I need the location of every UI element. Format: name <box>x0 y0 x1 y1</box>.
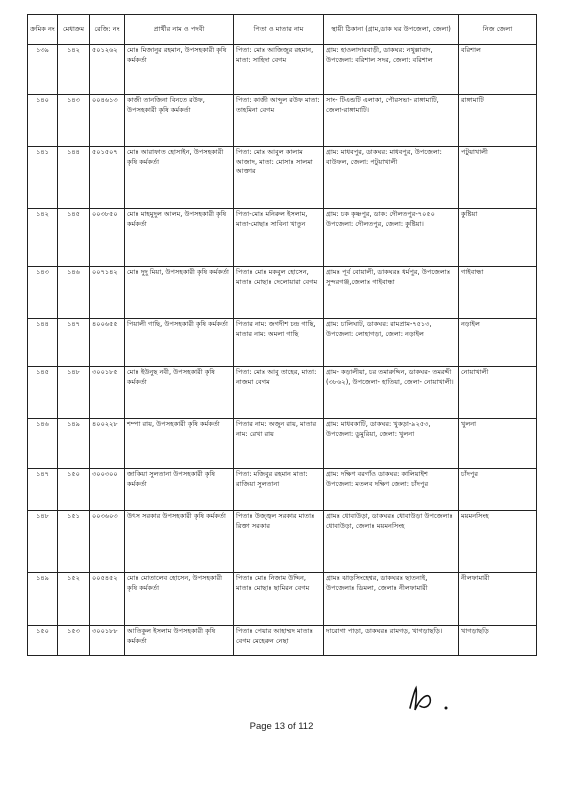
cell-name: আতিকুল ইসলাম উপসহকারী কৃষি কর্মকর্তা <box>125 626 234 656</box>
table-row <box>28 147 537 209</box>
cell-parents: পিতা-মোঃ মনিরুল ইসলাম, মাতা-মোছাঃ সাবিনা খাতুন <box>234 209 324 267</box>
cell-serial: ১৪৩ <box>28 267 58 319</box>
header-serial: ক্রমিক নং <box>28 15 58 45</box>
cell-merit: ১৫০ <box>58 469 90 511</box>
cell-parents: পিতা: মোঃ আবু তাহের, মাতা: নাজমা বেগম <box>234 367 324 419</box>
cell-merit: ১৪৫ <box>58 209 90 267</box>
cell-parents: পিতা: মোঃ আবুল কালাম আজাদ, মাতা: মোসাঃ সালমা আক্তার <box>234 147 324 209</box>
cell-parents: পিতা: মজিবুর রহমান মাতা: রাজিয়া সুলতানা <box>234 469 324 511</box>
table-row <box>28 95 537 147</box>
cell-reg: ৩০০৩০০ <box>90 469 125 511</box>
cell-parents: পিতাঃ মোঃ মকবুল হোসেন, মাতাঃ মোছাঃ দেলোয়ারা বেগম <box>234 267 324 319</box>
cell-reg: ০০৫৪৫২ <box>90 573 125 626</box>
cell-name: মোঃ মিজানুর রহমান, উপসহকারী কৃষি কর্মকর্তা <box>125 45 234 95</box>
cell-address: গ্রামঃ ঝাড়সিংহেশ্বর, ডাকঘরঃ ছাতনাই, উপজেলাঃ ডিমলা, জেলাঃ নীলফামারী <box>324 573 459 626</box>
cell-reg: ৪০০২২৮ <box>90 419 125 469</box>
page-number: Page 13 of 112 <box>249 721 314 732</box>
cell-name: মোঃ আরাফাত হোসাইন, উপসহকারী কৃষি কর্মকর্তা <box>125 147 234 209</box>
cell-name: মোঃ ইউনুছ নবী, উপসহকারী কৃষি কর্মকর্তা <box>125 367 234 419</box>
table-row <box>28 469 537 511</box>
cell-address: সাং- টিএন্ডটি এলাকা, পৌরসভা- রাঙ্গামাটি, জেলা-রাঙ্গামাটি। <box>324 95 459 147</box>
cell-reg: ৫০১৫০৭ <box>90 147 125 209</box>
cell-address: গ্রাম: দক্ষিণ বরগাঁও ডাকঘর: কালিয়াইশ উপজেলা: মতলব দক্ষিণ জেলা: চাঁদপুর <box>324 469 459 511</box>
header-address: স্থায়ী ঠিকানা (গ্রাম,ডাক ঘর উপজেলা, জেলা) <box>324 15 459 45</box>
header-district: নিজ জেলা <box>459 15 537 45</box>
cell-reg: ৪০০৬৫৫ <box>90 319 125 367</box>
cell-merit: ১৫৩ <box>58 626 90 656</box>
cell-merit: ১৪৬ <box>58 267 90 319</box>
cell-name: কাজী তানজিনা বিনতে রউফ, উপসহকারী কৃষি কর্মকর্তা <box>125 95 234 147</box>
cell-address: গ্রাম: মাধবপুর, ডাকঘর: মাধবপুর, উপজেলা: বাউফল, জেলা: পটুয়াখালী <box>324 147 459 209</box>
cell-merit: ১৪৩ <box>58 95 90 147</box>
cell-district: পটুয়াখালী <box>459 147 537 209</box>
cell-district: বরিশাল <box>459 45 537 95</box>
cell-merit: ১৪৪ <box>58 147 90 209</box>
cell-serial: ১৪৯ <box>28 573 58 626</box>
cell-parents: পিতার নাম: অজুন রায়, মাতার নাম: রেখা রায় <box>234 419 324 469</box>
cell-parents: পিতা: কাজী আব্দুল রউফ মাতা: তাহমিনা বেগম <box>234 95 324 147</box>
cell-serial: ১৪১ <box>28 147 58 209</box>
cell-name: উৎস সরকার উপসহকারী কৃষি কর্মকর্তা <box>125 511 234 573</box>
header-reg: রেজি: নং <box>90 15 125 45</box>
signature-mark <box>402 684 464 718</box>
cell-serial: ১৪৮ <box>28 511 58 573</box>
cell-district: নীলফামারী <box>459 573 537 626</box>
cell-reg: ৩০০১৮৫ <box>90 367 125 419</box>
cell-district: নোয়াখালী <box>459 367 537 419</box>
cell-serial: ১৪৫ <box>28 367 58 419</box>
header-name: প্রার্থীর নাম ও পদবী <box>125 15 234 45</box>
cell-parents: পিতা: মোঃ আজিজুর রহমান, মাতা: সাহিদা বেগম <box>234 45 324 95</box>
cell-name: মোঃ মাহমুদুল আলম, উপসহকারী কৃষি কর্মকর্তা <box>125 209 234 267</box>
cell-district: ময়মনসিংহ <box>459 511 537 573</box>
cell-parents: পিতাঃ মোঃ নিজাম উদ্দিন, মাতাঃ মোছাঃ ছামিরন বেগম <box>234 573 324 626</box>
cell-reg: ০০৪৬১৩ <box>90 95 125 147</box>
cell-merit: ১৪২ <box>58 45 90 95</box>
table-row <box>28 319 537 367</box>
cell-serial: ১৪০ <box>28 95 58 147</box>
cell-merit: ১৪৯ <box>58 419 90 469</box>
cell-name: মোঃ দুদু মিয়া, উপসহকারী কৃষি কর্মকর্তা <box>125 267 234 319</box>
table-row <box>28 45 537 95</box>
table-row <box>28 626 537 656</box>
cell-district: খুলনা <box>459 419 537 469</box>
cell-district: গাইবান্ধা <box>459 267 537 319</box>
cell-parents: পিতাঃ পেয়ার আহাম্মদ মাতাঃ বেগম মেহেরুন নেছা <box>234 626 324 656</box>
cell-address: গ্রামঃ ধোবাউড়া, ডাকঘরঃ ধোবাউড়া উপজেলাঃ ধোবাউড়া, জেলাঃ ময়মনসিংহ <box>324 511 459 573</box>
header-row <box>28 15 537 45</box>
cell-merit: ১৫১ <box>58 511 90 573</box>
cell-reg: ০০৩৮৫০ <box>90 209 125 267</box>
cell-address: গ্রাম: চক কৃষ্ণপুর, ডাক: দৌলতপুর-৭০৫০ উপজেলা: দৌলতপুর, জেলা: কুষ্টিয়া। <box>324 209 459 267</box>
cell-parents: পিতাঃ উজ্জ্বল সরকার মাতাঃ রিক্তা সরকার <box>234 511 324 573</box>
cell-address: গ্রাম- কড়ালীয়া, চর তমারুদ্দিন, ডাকঘর- তমরদ্দী (৩৮৬২), উপজেলা- হাতিয়া, জেলা- নোয়াখালী। <box>324 367 459 419</box>
cell-serial: ১৪৪ <box>28 319 58 367</box>
cell-address: গ্রাম: হাওলাদারবাড়ী, ডাকঘর: নথুল্লাবাদ, উপজেলা: বরিশাল সদর, জেলা: বরিশাল <box>324 45 459 95</box>
cell-district: খাগড়াছড়ি <box>459 626 537 656</box>
table-row <box>28 267 537 319</box>
cell-district: নড়াইল <box>459 319 537 367</box>
header-merit: মেধাক্রম <box>58 15 90 45</box>
table-row <box>28 419 537 469</box>
cell-name: মোঃ মোতালেব হোসেন, উপসহকারী কৃষি কর্মকর্তা <box>125 573 234 626</box>
cell-parents: পিতার নাম: জগদীশ চন্দ্র গাছি, মাতার নাম: অমলা গাছি <box>234 319 324 367</box>
cell-merit: ১৫২ <box>58 573 90 626</box>
table-row <box>28 573 537 626</box>
cell-merit: ১৪৭ <box>58 319 90 367</box>
cell-reg: ৫০১২৬২ <box>90 45 125 95</box>
candidate-table <box>27 14 537 656</box>
cell-serial: ১৪৬ <box>28 419 58 469</box>
cell-name: জাকিয়া সুলতানা উপসহকারী কৃষি কর্মকর্তা <box>125 469 234 511</box>
cell-name: পিয়ালী গাছি, উপসহকারী কৃষি কর্মকর্তা <box>125 319 234 367</box>
cell-reg: ০০৭১৪২ <box>90 267 125 319</box>
table-row <box>28 367 537 419</box>
cell-name: শম্পা রায়, উপসহকারী কৃষি কর্মকর্তা <box>125 419 234 469</box>
cell-district: কুষ্টিয়া <box>459 209 537 267</box>
cell-address: গ্রাম: মাধবকাটি, ডাকঘর: খুকড়া-৯২৫৩, উপজেলা: ডুমুরিয়া, জেলা: খুলনা <box>324 419 459 469</box>
cell-merit: ১৪৮ <box>58 367 90 419</box>
cell-address: গ্রাম: চালিঘাট, ডাকঘর: রামপ্রাম-৭৫১৩, উপজেলা: লোহাগড়া, জেলা: নড়াইল <box>324 319 459 367</box>
table-row <box>28 511 537 573</box>
cell-address: দারোগা পাড়া, ডাকঘরঃ রামগড়, খাগড়াছড়ি। <box>324 626 459 656</box>
cell-serial: ১৫০ <box>28 626 58 656</box>
cell-district: রাঙ্গামাটি <box>459 95 537 147</box>
cell-reg: ০০৩৬০৩ <box>90 511 125 573</box>
cell-reg: ৩০০১৮৮ <box>90 626 125 656</box>
table-row <box>28 209 537 267</box>
cell-address: গ্রামঃ পূর্ব বোয়ালী, ডাকঘরঃ ধর্মপুর, উপজেলাঃ সুন্দরগঞ্জ,জেলাঃ গাইবান্ধা <box>324 267 459 319</box>
cell-serial: ১৪২ <box>28 209 58 267</box>
cell-district: চাঁদপুর <box>459 469 537 511</box>
cell-serial: ১৪৭ <box>28 469 58 511</box>
cell-serial: ১৩৯ <box>28 45 58 95</box>
header-parents: পিতা ও মাতার নাম <box>234 15 324 45</box>
